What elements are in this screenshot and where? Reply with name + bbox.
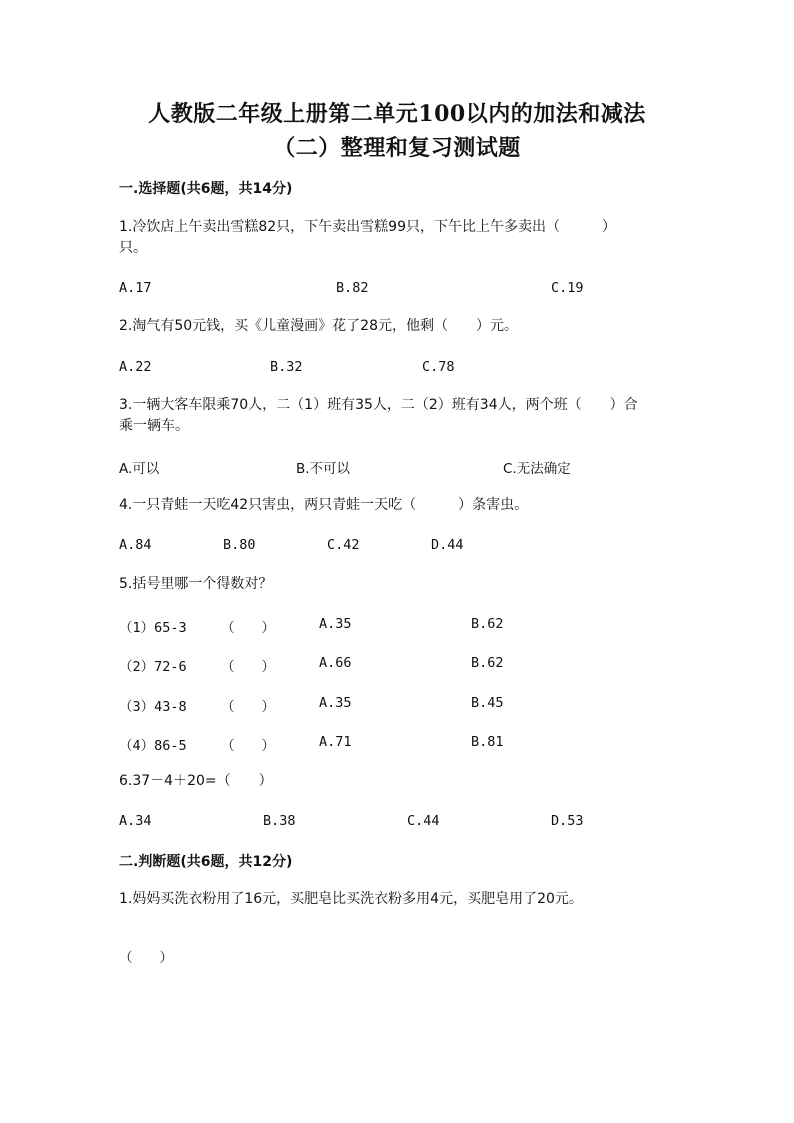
q6-option-b: B.38	[263, 813, 296, 829]
q1-option-c: C.19	[551, 280, 584, 296]
q5-row-4-blank: （ ）	[221, 738, 275, 754]
q2-option-b: B.32	[270, 359, 303, 375]
q5-row-4-expr: （4）86-5	[119, 738, 187, 754]
question-5-text: 5.括号里哪一个得数对？	[119, 576, 273, 592]
question-4-text: 4.一只青蛙一天吃42只害虫，两只青蛙一天吃（ ）条害虫。	[119, 497, 529, 513]
section-2-heading: 二.判断题(共6题，共12分)	[119, 854, 293, 870]
q5-row-4-option-b: B.81	[471, 734, 504, 750]
q6-option-c: C.44	[407, 813, 440, 829]
question-2-text: 2.淘气有50元钱，买《儿童漫画》花了28元，他剩（ ）元。	[119, 318, 518, 334]
q1-option-a: A.17	[119, 280, 152, 296]
q1-option-b: B.82	[336, 280, 369, 296]
q5-row-1-option-a: A.35	[319, 616, 352, 632]
q2-option-c: C.78	[422, 359, 455, 375]
q4-option-d: D.44	[431, 537, 464, 553]
section-1-heading: 一.选择题(共6题，共14分)	[119, 181, 293, 197]
q4-option-a: A.84	[119, 537, 152, 553]
q3-option-b: B.不可以	[296, 461, 351, 477]
q5-row-4-option-a: A.71	[319, 734, 352, 750]
question-1-text: 1.冷饮店上午卖出雪糕82只，下午卖出雪糕99只，下午比上午多卖出（ ）只。	[119, 219, 616, 256]
q5-row-2-blank: （ ）	[221, 659, 275, 675]
q3-option-c: C.无法确定	[503, 461, 571, 477]
q5-row-2-option-b: B.62	[471, 655, 504, 671]
q4-option-b: B.80	[223, 537, 256, 553]
judge-1-text: 1.妈妈买洗衣粉用了16元，买肥皂比买洗衣粉多用4元，买肥皂用了20元。	[119, 891, 583, 907]
title-line-2: （二）整理和复习测试题	[273, 135, 521, 161]
q6-option-d: D.53	[551, 813, 584, 829]
question-6-text: 6.37－4＋20=（ ）	[119, 773, 273, 789]
q4-option-c: C.42	[327, 537, 360, 553]
q5-row-3-blank: （ ）	[221, 699, 275, 715]
q5-row-1-expr: （1）65-3	[119, 620, 187, 636]
q5-row-2-option-a: A.66	[319, 655, 352, 671]
q2-option-a: A.22	[119, 359, 152, 375]
q5-row-3-option-a: A.35	[319, 695, 352, 711]
title-line-1: 人教版二年级上册第二单元100以内的加法和减法	[148, 101, 646, 127]
question-3-text: 3.一辆大客车限乘70人，二（1）班有35人，二（2）班有34人，两个班（ ）合乘一辆车。	[119, 397, 638, 434]
q5-row-3-expr: （3）43-8	[119, 699, 187, 715]
q6-option-a: A.34	[119, 813, 152, 829]
q5-row-1-blank: （ ）	[221, 620, 275, 636]
q5-row-1-option-b: B.62	[471, 616, 504, 632]
judge-1-blank: （ ）	[119, 950, 173, 966]
q3-option-a: A.可以	[119, 461, 160, 477]
q5-row-2-expr: （2）72-6	[119, 659, 187, 675]
q5-row-3-option-b: B.45	[471, 695, 504, 711]
